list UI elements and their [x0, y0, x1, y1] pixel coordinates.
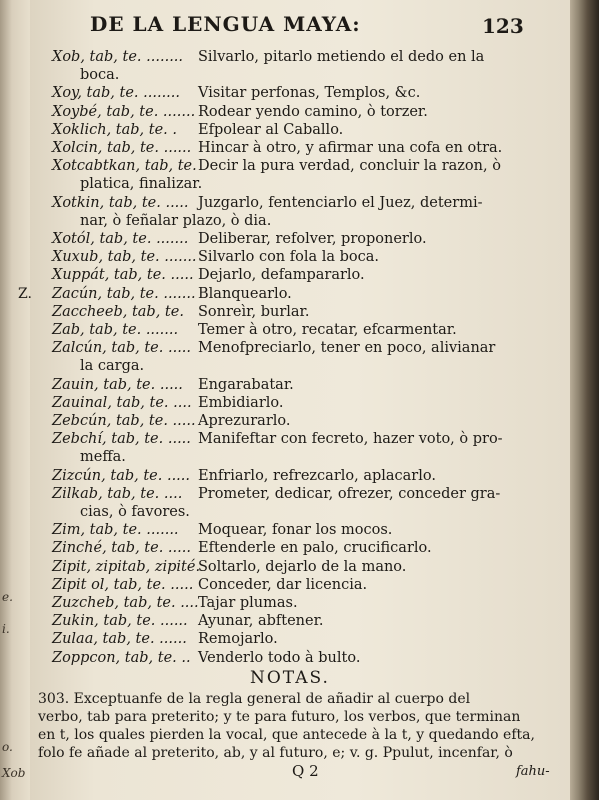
catchword: fahu- — [516, 764, 550, 779]
entry-definition: Manifeftar con fecreto, hazer voto, ò pro- — [198, 431, 503, 448]
entry-term: Zukin, tab, te. ...... — [52, 613, 188, 630]
margin-fragment: Xob — [2, 766, 26, 780]
entry-definition: Silvarlo con fola la boca. — [198, 249, 380, 266]
entry-term: Xotól, tab, te. ....... — [52, 231, 189, 247]
running-header: DE LA LENGUA MAYA: — [90, 12, 361, 36]
entry-definition: Embidiarlo. — [198, 394, 284, 411]
entry-definition: Efpolear al Caballo. — [198, 121, 344, 138]
entry-term: Zim, tab, te. ....... — [52, 522, 179, 539]
entry-row — [30, 139, 570, 159]
entry-term: Zoppcon, tab, te. .. — [52, 649, 191, 666]
entry-definition: Hincar à otro, y afirmar una cofa en otra. — [198, 140, 503, 156]
entry-term: Xoklich, tab, te. . — [52, 121, 177, 138]
entry-term: Zulaa, tab, te. ...... — [52, 631, 187, 648]
page-number: 123 — [482, 14, 524, 38]
entry-continuation: platica, finalizar. — [80, 176, 203, 193]
entry-definition: Sonreìr, burlar. — [198, 303, 310, 320]
entry-row — [30, 84, 570, 104]
entry-term: Zebchí, tab, te. ..... — [52, 431, 191, 448]
entry-definition: Conceder, dar licencia. — [198, 576, 368, 593]
entry-definition: Temer à otro, recatar, efcarmentar. — [198, 322, 457, 338]
entry-row — [30, 576, 570, 596]
entry-row — [30, 594, 570, 614]
entry-row — [30, 521, 570, 541]
entry-term: Zacún, tab, te. ....... — [52, 285, 196, 302]
entry-definition: Venderlo todo à bulto. — [198, 649, 361, 666]
entry-definition: Moquear, fonar los mocos. — [198, 522, 393, 539]
entry-definition: Blanquearlo. — [198, 285, 292, 302]
entry-row — [30, 321, 570, 341]
entry-row — [30, 467, 570, 487]
entry-row — [30, 121, 570, 141]
entry-term: Xuxub, tab, te. ....... — [52, 249, 197, 266]
entry-row — [30, 48, 570, 68]
section-letter: Z. — [18, 285, 32, 302]
note-line: 303. Exceptuanfe de la regla general de añadir al cuerpo del — [38, 691, 471, 707]
entry-term: Xob, tab, te. ........ — [52, 49, 184, 65]
entry-term: Xuppát, tab, te. ..... — [52, 267, 194, 284]
adjacent-page-margin — [0, 0, 31, 800]
entry-definition: Decir la pura verdad, concluir la razon, ò — [198, 158, 501, 175]
entry-term: Zinché, tab, te. ..... — [52, 540, 191, 557]
entry-row — [30, 539, 570, 559]
entry-row — [30, 430, 570, 450]
entry-row — [30, 376, 570, 396]
entry-term: Zauin, tab, te. ..... — [52, 376, 183, 393]
entry-definition: Prometer, dedicar, ofrezer, conceder gra- — [198, 485, 501, 502]
entry-term: Xoybé, tab, te. ....... — [52, 103, 196, 120]
entry-definition: Eftenderle en palo, crucificarlo. — [198, 540, 432, 557]
entry-continuation: meffa. — [80, 449, 126, 466]
entry-row — [30, 649, 570, 669]
entry-continuation: nar, ò feñalar plazo, ò dia. — [80, 212, 272, 229]
book-page — [18, 0, 570, 800]
entry-continuation: boca. — [80, 67, 120, 84]
entry-row — [30, 248, 570, 268]
entry-definition: Engarabatar. — [198, 376, 294, 393]
entry-definition: Enfriarlo, refrezcarlo, aplacarlo. — [198, 467, 436, 484]
entry-definition: Dejarlo, defampararlo. — [198, 267, 365, 284]
entry-row — [30, 66, 570, 86]
entry-definition: Tajar plumas. — [198, 595, 298, 611]
entry-term: Zuzcheb, tab, te. .... — [52, 595, 199, 611]
entry-row — [30, 303, 570, 323]
entry-definition: Rodear yendo camino, ò torzer. — [198, 103, 428, 120]
entry-term: Zaccheeb, tab, te. — [52, 303, 184, 320]
note-line: en t, los quales pierden la vocal, que antecede à la t, y quedando efta, — [38, 727, 535, 743]
entry-row — [30, 394, 570, 414]
entry-row — [30, 558, 570, 578]
entry-row — [30, 448, 570, 468]
entry-row — [30, 357, 570, 377]
entry-definition: Aprezurarlo. — [198, 413, 291, 429]
entry-term: Zalcún, tab, te. ..... — [52, 340, 192, 357]
entry-term: Zilkab, tab, te. .... — [52, 485, 183, 502]
entry-term: Zipit ol, tab, te. ..... — [52, 576, 194, 593]
entry-term: Xolcin, tab, te. ...... — [52, 140, 192, 156]
entry-row — [30, 485, 570, 505]
entry-row — [30, 503, 570, 523]
entry-continuation: cias, ò favores. — [80, 504, 190, 520]
entry-term: Zauinal, tab, te. .... — [52, 394, 192, 411]
entry-row — [30, 630, 570, 650]
entry-term: Zebcún, tab, te. ..... — [52, 413, 196, 429]
margin-fragment: e. — [2, 590, 13, 604]
note-line: folo fe añade al preterito, ab, y al futuro, e; v. g. Ppulut, incenfar, ò — [38, 745, 513, 761]
entry-row — [30, 212, 570, 232]
entry-definition: Visitar perfonas, Templos, &c. — [198, 85, 421, 102]
entry-term: Xotkin, tab, te. ..... — [52, 194, 189, 211]
margin-fragment: i. — [2, 622, 10, 636]
entry-row — [30, 175, 570, 195]
entry-definition: Menofpreciarlo, tener en poco, alivianar — [198, 340, 496, 357]
entry-row — [30, 266, 570, 286]
entry-definition: Soltarlo, dejarlo de la mano. — [198, 558, 407, 575]
entry-continuation: la carga. — [80, 358, 145, 375]
entry-row — [30, 412, 570, 432]
entry-definition: Deliberar, refolver, proponerlo. — [198, 231, 427, 247]
entry-definition: Juzgarlo, fentenciarlo el Juez, determi- — [198, 194, 483, 211]
entry-row — [30, 157, 570, 177]
entry-row — [18, 285, 570, 305]
notes-heading: NOTAS. — [250, 668, 330, 688]
entry-term: Zab, tab, te. ....... — [52, 322, 179, 338]
note-line: verbo, tab para preterito; y te para futuro, los verbos, que terminan — [38, 709, 521, 725]
entry-term: Xotcabtkan, tab, te. — [52, 158, 197, 175]
margin-fragment: o. — [2, 740, 13, 754]
book-fore-edge — [570, 0, 599, 800]
entry-row — [30, 230, 570, 250]
entry-term: Zizcún, tab, te. ..... — [52, 467, 191, 484]
entry-row — [30, 339, 570, 359]
entry-row — [30, 103, 570, 123]
entry-definition: Remojarlo. — [198, 631, 278, 648]
entry-row — [30, 612, 570, 632]
signature-mark: Q 2 — [292, 762, 319, 780]
entry-definition: Silvarlo, pitarlo metiendo el dedo en la — [198, 49, 485, 65]
entry-definition: Ayunar, abftener. — [198, 613, 324, 630]
entry-row — [30, 194, 570, 214]
entry-term: Zipit, zipitab, zipité. — [52, 558, 201, 575]
entry-term: Xoy, tab, te. ........ — [52, 85, 181, 102]
